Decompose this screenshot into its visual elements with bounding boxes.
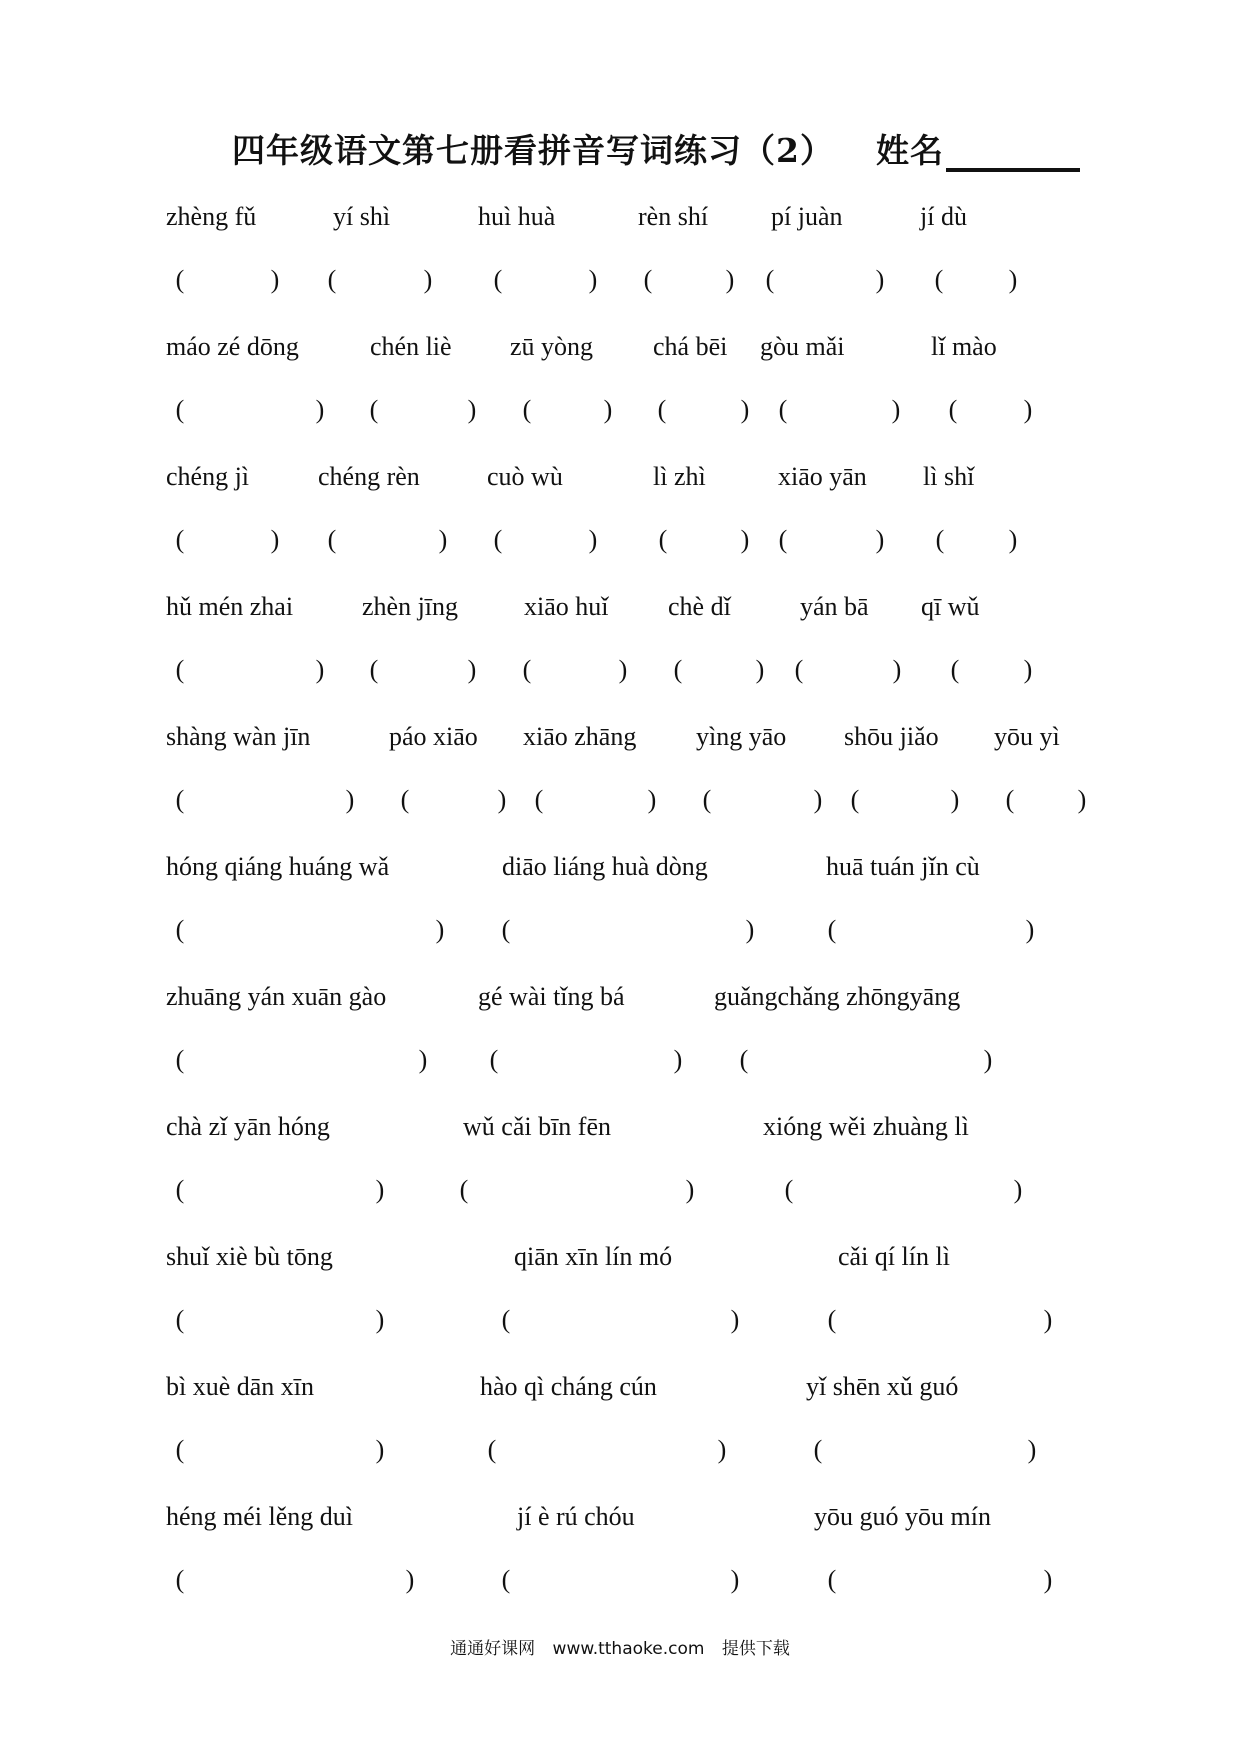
answer-close-paren[interactable]: ) — [983, 1045, 993, 1074]
pinyin-word: zhèn jīng — [362, 592, 459, 621]
answer-open-paren[interactable]: ( — [827, 915, 837, 944]
answer-open-paren[interactable]: ( — [813, 1435, 823, 1464]
answer-close-paren[interactable]: ) — [892, 655, 902, 684]
answer-close-paren[interactable]: ) — [647, 785, 657, 814]
answer-row — [0, 520, 1240, 560]
answer-row — [0, 650, 1240, 690]
answer-open-paren[interactable]: ( — [702, 785, 712, 814]
answer-row — [0, 1560, 1240, 1600]
answer-open-paren[interactable]: ( — [369, 655, 379, 684]
answer-close-paren[interactable]: ) — [467, 395, 477, 424]
pinyin-word: héng méi lěng duì — [166, 1502, 354, 1531]
answer-close-paren[interactable]: ) — [315, 655, 325, 684]
answer-open-paren[interactable]: ( — [778, 395, 788, 424]
answer-close-paren[interactable]: ) — [315, 395, 325, 424]
answer-row — [0, 390, 1240, 430]
answer-close-paren[interactable]: ) — [375, 1305, 385, 1334]
pinyin-word: qī wǔ — [921, 592, 980, 621]
answer-row — [0, 1430, 1240, 1470]
answer-close-paren[interactable]: ) — [270, 525, 280, 554]
answer-open-paren[interactable]: ( — [934, 265, 944, 294]
answer-row — [0, 1040, 1240, 1080]
pinyin-word: yí shì — [333, 202, 391, 231]
answer-close-paren[interactable]: ) — [1008, 525, 1018, 554]
pinyin-row — [0, 1107, 1240, 1147]
name-blank[interactable] — [946, 134, 1080, 172]
answer-open-paren[interactable]: ( — [175, 1435, 185, 1464]
footer-url: www.tthaoke.com — [552, 1639, 705, 1659]
pinyin-word: hào qì cháng cún — [480, 1372, 657, 1401]
answer-open-paren[interactable]: ( — [658, 525, 668, 554]
pinyin-word: rèn shí — [638, 202, 709, 231]
answer-row — [0, 1170, 1240, 1210]
answer-open-paren[interactable]: ( — [501, 1305, 511, 1334]
answer-close-paren[interactable]: ) — [730, 1305, 740, 1334]
answer-open-paren[interactable]: ( — [493, 265, 503, 294]
answer-open-paren[interactable]: ( — [175, 1175, 185, 1204]
pinyin-word: yōu yì — [994, 722, 1060, 751]
answer-open-paren[interactable]: ( — [501, 915, 511, 944]
pinyin-row — [0, 847, 1240, 887]
answer-close-paren[interactable]: ) — [1013, 1175, 1023, 1204]
answer-close-paren[interactable]: ) — [435, 915, 445, 944]
answer-open-paren[interactable]: ( — [950, 655, 960, 684]
pinyin-word: qiān xīn lín mó — [514, 1242, 673, 1271]
pinyin-word: wǔ cǎi bīn fēn — [463, 1112, 612, 1141]
pinyin-word: jí è rú chóu — [517, 1502, 635, 1531]
pinyin-word: lì zhì — [653, 462, 706, 491]
answer-close-paren[interactable]: ) — [730, 1565, 740, 1594]
pinyin-word: lǐ mào — [931, 332, 997, 361]
pinyin-word: páo xiāo — [389, 722, 478, 751]
pinyin-word: huā tuán jǐn cù — [826, 852, 980, 881]
answer-close-paren[interactable]: ) — [1077, 785, 1087, 814]
pinyin-word: lì shǐ — [923, 462, 975, 491]
answer-close-paren[interactable]: ) — [1027, 1435, 1037, 1464]
answer-close-paren[interactable]: ) — [1043, 1565, 1053, 1594]
answer-open-paren[interactable]: ( — [459, 1175, 469, 1204]
answer-row — [0, 260, 1240, 300]
pinyin-row — [0, 457, 1240, 497]
answer-open-paren[interactable]: ( — [175, 655, 185, 684]
answer-open-paren[interactable]: ( — [657, 395, 667, 424]
pinyin-word: hǔ mén zhai — [166, 592, 294, 621]
pinyin-row — [0, 977, 1240, 1017]
answer-open-paren[interactable]: ( — [765, 265, 775, 294]
answer-close-paren[interactable]: ) — [438, 525, 448, 554]
pinyin-row — [0, 1237, 1240, 1277]
answer-close-paren[interactable]: ) — [588, 525, 598, 554]
pinyin-word: gé wài tǐng bá — [478, 982, 625, 1011]
pinyin-word: chéng rèn — [318, 462, 420, 491]
pinyin-word: chà zǐ yān hóng — [166, 1112, 330, 1141]
answer-open-paren[interactable]: ( — [1005, 785, 1015, 814]
pinyin-word: xiāo yān — [778, 462, 867, 491]
pinyin-word: hóng qiáng huáng wǎ — [166, 852, 390, 881]
answer-open-paren[interactable]: ( — [778, 525, 788, 554]
pinyin-row — [0, 327, 1240, 367]
answer-close-paren[interactable]: ) — [375, 1435, 385, 1464]
answer-open-paren[interactable]: ( — [489, 1045, 499, 1074]
answer-open-paren[interactable]: ( — [175, 1305, 185, 1334]
pinyin-word: yán bā — [800, 592, 869, 621]
answer-close-paren[interactable]: ) — [875, 525, 885, 554]
pinyin-word: zū yòng — [510, 332, 594, 361]
pinyin-row — [0, 587, 1240, 627]
answer-open-paren[interactable]: ( — [850, 785, 860, 814]
pinyin-word: chè dǐ — [668, 592, 731, 621]
answer-open-paren[interactable]: ( — [487, 1435, 497, 1464]
answer-close-paren[interactable]: ) — [755, 655, 765, 684]
answer-open-paren[interactable]: ( — [175, 395, 185, 424]
answer-open-paren[interactable]: ( — [175, 1045, 185, 1074]
answer-open-paren[interactable]: ( — [522, 395, 532, 424]
answer-close-paren[interactable]: ) — [467, 655, 477, 684]
pinyin-word: yìng yāo — [696, 722, 787, 751]
answer-open-paren[interactable]: ( — [501, 1565, 511, 1594]
answer-close-paren[interactable]: ) — [950, 785, 960, 814]
answer-close-paren[interactable]: ) — [673, 1045, 683, 1074]
answer-open-paren[interactable]: ( — [534, 785, 544, 814]
pinyin-word: xióng wěi zhuàng lì — [763, 1112, 969, 1141]
pinyin-word: zhuāng yán xuān gào — [166, 982, 387, 1011]
answer-open-paren[interactable]: ( — [175, 525, 185, 554]
answer-open-paren[interactable]: ( — [948, 395, 958, 424]
answer-close-paren[interactable]: ) — [1043, 1305, 1053, 1334]
pinyin-row — [0, 1367, 1240, 1407]
pinyin-word: shàng wàn jīn — [166, 722, 311, 751]
answer-close-paren[interactable]: ) — [875, 265, 885, 294]
answer-close-paren[interactable]: ) — [345, 785, 355, 814]
title-text: 四年级语文第七册看拼音写词练习（2） — [232, 131, 834, 170]
answer-close-paren[interactable]: ) — [375, 1175, 385, 1204]
answer-row — [0, 1300, 1240, 1340]
pinyin-word: yǐ shēn xǔ guó — [806, 1372, 959, 1401]
answer-open-paren[interactable]: ( — [827, 1565, 837, 1594]
answer-row — [0, 780, 1240, 820]
answer-close-paren[interactable]: ) — [1023, 655, 1033, 684]
pinyin-word: zhèng fǔ — [166, 202, 257, 231]
pinyin-word: chá bēi — [653, 332, 728, 361]
pinyin-word: chéng jì — [166, 462, 250, 491]
name-label: 姓名 — [875, 131, 944, 170]
answer-close-paren[interactable]: ) — [497, 785, 507, 814]
answer-close-paren[interactable]: ) — [745, 915, 755, 944]
pinyin-word: cuò wù — [487, 462, 563, 491]
answer-close-paren[interactable]: ) — [270, 265, 280, 294]
answer-row — [0, 910, 1240, 950]
answer-close-paren[interactable]: ) — [891, 395, 901, 424]
answer-close-paren[interactable]: ) — [725, 265, 735, 294]
pinyin-word: xiāo zhāng — [523, 722, 637, 751]
answer-close-paren[interactable]: ) — [685, 1175, 695, 1204]
answer-open-paren[interactable]: ( — [739, 1045, 749, 1074]
pinyin-row — [0, 717, 1240, 757]
answer-close-paren[interactable]: ) — [740, 395, 750, 424]
answer-open-paren[interactable]: ( — [673, 655, 683, 684]
pinyin-word: jí dù — [920, 202, 967, 231]
pinyin-word: xiāo huǐ — [524, 592, 609, 621]
answer-open-paren[interactable]: ( — [794, 655, 804, 684]
pinyin-word: diāo liáng huà dòng — [502, 852, 708, 881]
pinyin-word: yōu guó yōu mín — [814, 1502, 991, 1531]
answer-open-paren[interactable]: ( — [327, 525, 337, 554]
answer-close-paren[interactable]: ) — [405, 1565, 415, 1594]
answer-open-paren[interactable]: ( — [522, 655, 532, 684]
answer-open-paren[interactable]: ( — [493, 525, 503, 554]
pinyin-word: shuǐ xiè bù tōng — [166, 1242, 333, 1271]
pinyin-word: pí juàn — [771, 202, 843, 231]
answer-close-paren[interactable]: ) — [603, 395, 613, 424]
answer-close-paren[interactable]: ) — [813, 785, 823, 814]
pinyin-word: bì xuè dān xīn — [166, 1372, 315, 1401]
pinyin-word: chén liè — [370, 332, 452, 361]
answer-close-paren[interactable]: ) — [423, 265, 433, 294]
answer-close-paren[interactable]: ) — [618, 655, 628, 684]
answer-open-paren[interactable]: ( — [935, 525, 945, 554]
answer-open-paren[interactable]: ( — [327, 265, 337, 294]
answer-close-paren[interactable]: ) — [1008, 265, 1018, 294]
footer-suffix: 提供下载 — [721, 1639, 790, 1659]
worksheet-title — [232, 125, 1072, 175]
pinyin-word: cǎi qí lín lì — [838, 1242, 950, 1271]
answer-close-paren[interactable]: ) — [740, 525, 750, 554]
answer-close-paren[interactable]: ) — [717, 1435, 727, 1464]
answer-open-paren[interactable]: ( — [643, 265, 653, 294]
answer-open-paren[interactable]: ( — [175, 265, 185, 294]
answer-close-paren[interactable]: ) — [418, 1045, 428, 1074]
answer-close-paren[interactable]: ) — [1023, 395, 1033, 424]
answer-open-paren[interactable]: ( — [784, 1175, 794, 1204]
footer — [0, 1634, 1240, 1659]
pinyin-word: shōu jiǎo — [844, 722, 939, 751]
pinyin-word: huì huà — [478, 202, 556, 231]
pinyin-row — [0, 1497, 1240, 1537]
answer-open-paren[interactable]: ( — [175, 785, 185, 814]
pinyin-row — [0, 197, 1240, 237]
pinyin-word: gòu mǎi — [760, 332, 845, 361]
answer-close-paren[interactable]: ) — [1025, 915, 1035, 944]
pinyin-word: guǎngchǎng zhōngyāng — [714, 982, 961, 1011]
answer-open-paren[interactable]: ( — [369, 395, 379, 424]
footer-site-name: 通通好课网 — [450, 1639, 536, 1659]
pinyin-word: máo zé dōng — [166, 332, 299, 361]
answer-open-paren[interactable]: ( — [175, 1565, 185, 1594]
answer-open-paren[interactable]: ( — [400, 785, 410, 814]
answer-open-paren[interactable]: ( — [175, 915, 185, 944]
answer-open-paren[interactable]: ( — [827, 1305, 837, 1334]
answer-close-paren[interactable]: ) — [588, 265, 598, 294]
